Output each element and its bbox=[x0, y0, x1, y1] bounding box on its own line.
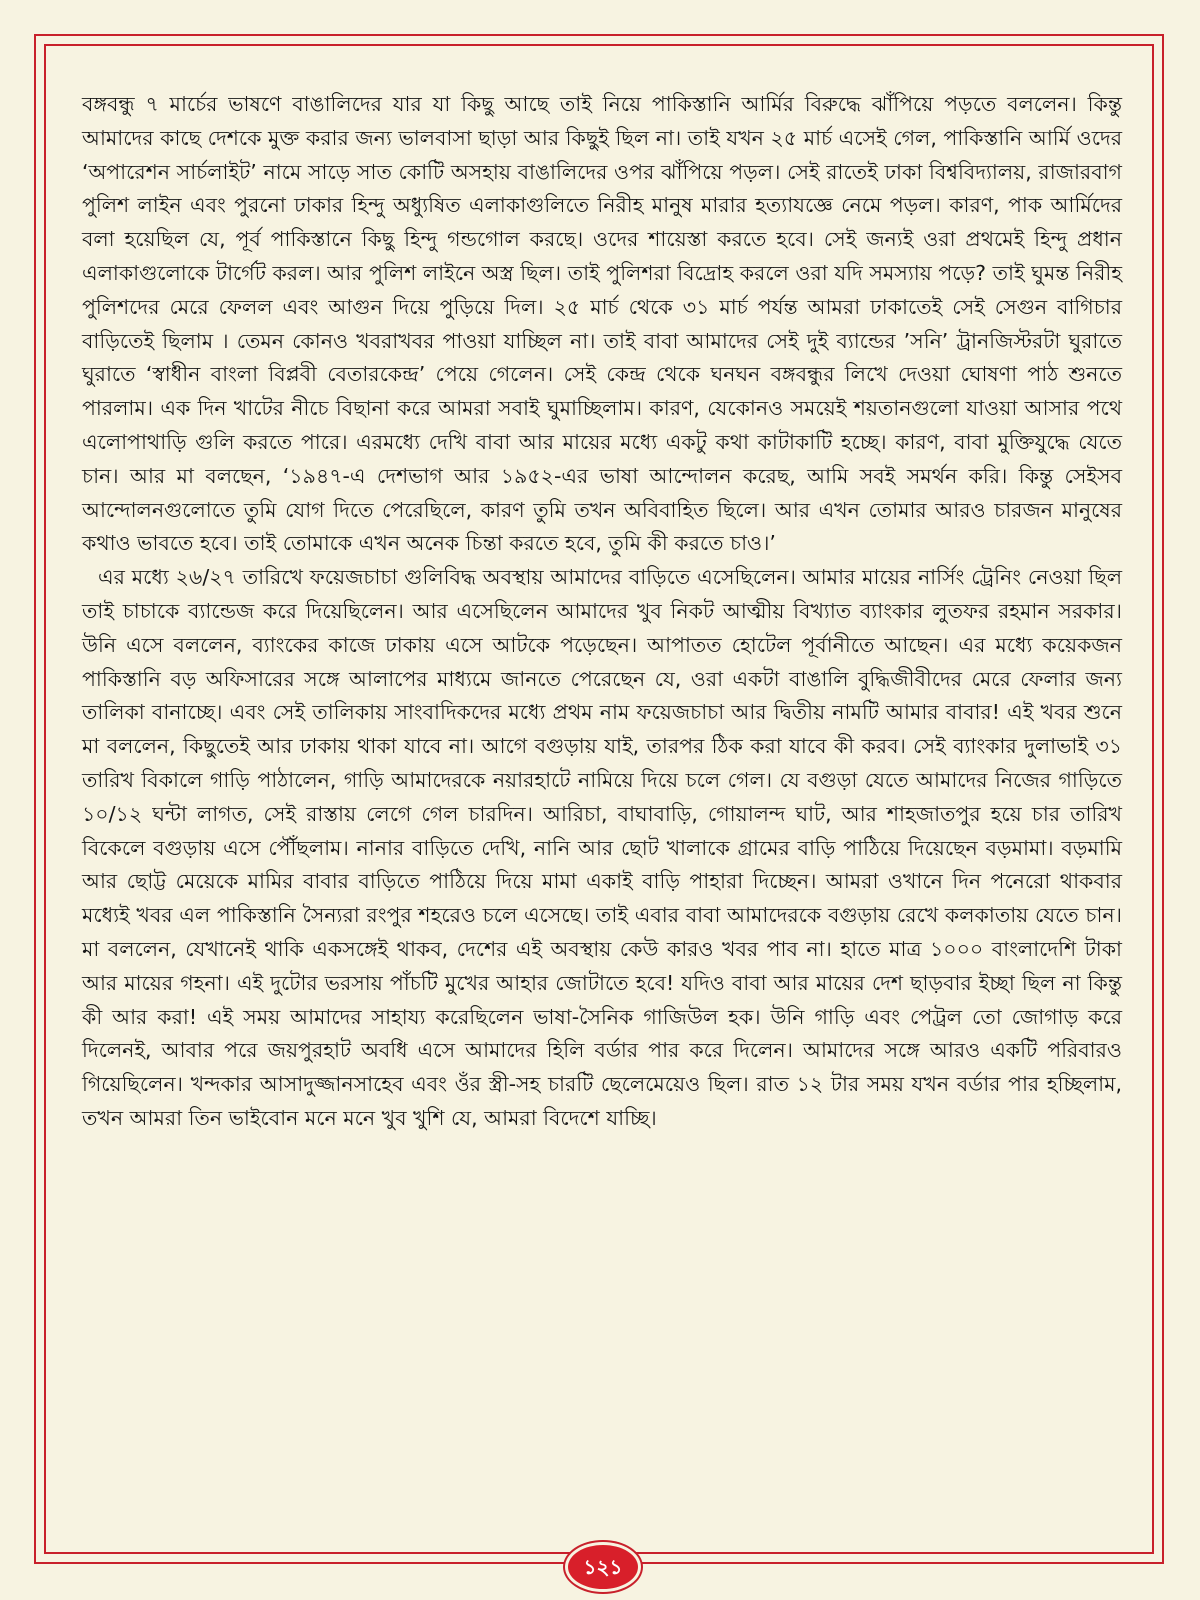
paragraph-1: বঙ্গবন্ধু ৭ মার্চের ভাষণে বাঙালিদের যার যা কিছু আছে তাই নিয়ে পাকিস্তানি আর্মির বিরুদ্ধে ঝাঁপিয়ে পড়তে বললেন। কিন্তু আমাদের কাছে দেশকে মুক্ত করার জন্য ভালবাসা ছাড়া আর কিছুই ছিল না। তাই যখন ২৫ মার্চ এসেই গেল, পাকিস্তানি আর্মি ওদের ‘অপারেশন সার্চলাইট’ নামে সাড়ে সাত কোটি অসহায় বাঙালিদের ওপর ঝাঁপিয়ে পড়ল। সেই রাতেই ঢাকা বিশ্ববিদ্যালয়, রাজারবাগ পুলিশ লাইন এবং পুরনো ঢাকার হিন্দু অধ্যুষিত এলাকাগুলিতে নিরীহ মানুষ মারার হত্যাযজ্ঞে নেমে পড়ল। কারণ, পাক আর্মিদের বলা হয়েছিল যে, পূর্ব পাকিস্তানে কিছু হিন্দু গন্ডগোল করছে। ওদের শায়েস্তা করতে হবে। সেই জন্যই ওরা প্রথমেই হিন্দু প্রধান এলাকাগুলোকে টার্গেট করল। আর পুলিশ লাইনে অস্ত্র ছিল। তাই পুলিশরা বিদ্রোহ করলে ওরা যদি সমস্যায় পড়ে? তাই ঘুমন্ত নিরীহ পুলিশদের মেরে ফেলল এবং আগুন দিয়ে পুড়িয়ে দিল। ২৫ মার্চ থেকে ৩১ মার্চ পর্যন্ত আমরা ঢাকাতেই সেই সেগুন বাগিচার বাড়িতেই ছিলাম । তেমন কোনও খবরাখবর পাওয়া যাচ্ছিল না। তাই বাবা আমাদের সেই দুই ব্যান্ডের ’সনি’ ট্রানজিস্টরটা ঘুরাতে ঘুরাতে ‘স্বাধীন বাংলা বিপ্লবী বেতারকেন্দ্র’ পেয়ে গেলেন। সেই কেন্দ্র থেকে ঘনঘন বঙ্গবন্ধুর লিখে দেওয়া ঘোষণা পাঠ শুনতে পারলাম। এক দিন খাটের নীচে বিছানা করে আমরা সবাই ঘুমাচ্ছিলাম। কারণ, যেকোনও সময়েই শয়তানগুলো যাওয়া আসার পথে এলোপাথাড়ি গুলি করতে পারে। এরমধ্যে দেখি বাবা আর মায়ের মধ্যে একটু কথা কাটাকাটি হচ্ছে। কারণ, বাবা মুক্তিযুদ্ধে যেতে চান। আর মা বলছেন, ‘১৯৪৭-এ দেশভাগ আর ১৯৫২-এর ভাষা আন্দোলন করেছ, আমি সবই সমর্থন করি। কিন্তু সেইসব আন্দোলনগুলোতে তুমি যোগ দিতে পেরেছিলে, কারণ তুমি তখন অবিবাহিত ছিলে। আর এখন তোমার আরও চারজন মানুষের কথাও ভাবতে হবে। তাই তোমাকে এখন অনেক চিন্তা করতে হবে, তুমি কী করতে চাও।’ bbox=[82, 92, 1122, 556]
page-body-text bbox=[82, 88, 1122, 1136]
paragraph-2: এর মধ্যে ২৬/২৭ তারিখে ফয়েজচাচা গুলিবিদ্ধ অবস্থায় আমাদের বাড়িতে এসেছিলেন। আমার মায়ের নার্সিং ট্রেনিং নেওয়া ছিল তাই চাচাকে ব্যান্ডেজ করে দিয়েছিলেন। আর এসেছিলেন আমাদের খুব নিকট আত্মীয় বিখ্যাত ব্যাংকার লুতফর রহমান সরকার। উনি এসে বললেন, ব্যাংকের কাজে ঢাকায় এসে আটকে পড়েছেন। আপাতত হোটেল পূর্বানীতে আছেন। এর মধ্যে কয়েকজন পাকিস্তানি বড় অফিসারের সঙ্গে আলাপের মাধ্যমে জানতে পেরেছেন যে, ওরা একটা বাঙালি বুদ্ধিজীবীদের মেরে ফেলার জন্য তালিকা বানাচ্ছে। এবং সেই তালিকায় সাংবাদিকদের মধ্যে প্রথম নাম ফয়েজচাচা আর দ্বিতীয় নামটি আমার বাবার! এই খবর শুনে মা বললেন, কিছুতেই আর ঢাকায় থাকা যাবে না। আগে বগুড়ায় যাই, তারপর ঠিক করা যাবে কী করব। সেই ব্যাংকার দুলাভাই ৩১ তারিখ বিকালে গাড়ি পাঠালেন, গাড়ি আমাদেরকে নয়ারহাটে নামিয়ে দিয়ে চলে গেল। যে বগুড়া যেতে আমাদের নিজের গাড়িতে ১০/১২ ঘন্টা লাগত, সেই রাস্তায় লেগে গেল চারদিন। আরিচা, বাঘাবাড়ি, গোয়ালন্দ ঘাট, আর শাহজাতপুর হয়ে চার তারিখ বিকেলে বগুড়ায় এসে পৌঁছলাম। নানার বাড়িতে দেখি, নানি আর ছোট খালাকে গ্রামের বাড়ি পাঠিয়ে দিয়েছেন বড়মামা। বড়মামি আর ছোট্ট মেয়েকে মামির বাবার বাড়িতে পাঠিয়ে দিয়ে মামা একাই বাড়ি পাহারা দিচ্ছেন। আমরা ওখানে দিন পনেরো থাকবার মধ্যেই খবর এল পাকিস্তানি সৈন্যরা রংপুর শহরেও চলে এসেছে। তাই এবার বাবা আমাদেরকে বগুড়ায় রেখে কলকাতায় যেতে চান। মা বললেন, যেখানেই থাকি একসঙ্গেই থাকব, দেশের এই অবস্থায় কেউ কারও খবর পাব না। হাতে মাত্র ১০০০ বাংলাদেশি টাকা আর মায়ের গহনা। এই দুটোর ভরসায় পাঁচটি মুখের আহার জোটাতে হবে! যদিও বাবা আর মায়ের দেশ ছাড়বার ইচ্ছা ছিল না কিন্তু কী আর করা! এই সময় আমাদের সাহায্য করেছিলেন ভাষা-সৈনিক গাজিউল হক। উনি গাড়ি এবং পেট্রল তো জোগাড় করে দিলেনই, আবার পরে জয়পুরহাট অবধি এসে আমাদের হিলি বর্ডার পার করে দিলেন। আমাদের সঙ্গে আরও একটি পরিবারও গিয়েছিলেন। খন্দকার আসাদুজ্জানসাহেব এবং ওঁর স্ত্রী-সহ চারটি ছেলেমেয়েও ছিল। রাত ১২ টার সময় যখন বর্ডার পার হচ্ছিলাম, তখন আমরা তিন ভাইবোন মনে মনে খুব খুশি যে, আমরা বিদেশে যাচ্ছি। bbox=[82, 565, 1122, 1130]
page-number-badge: ১২১ bbox=[565, 1542, 641, 1592]
